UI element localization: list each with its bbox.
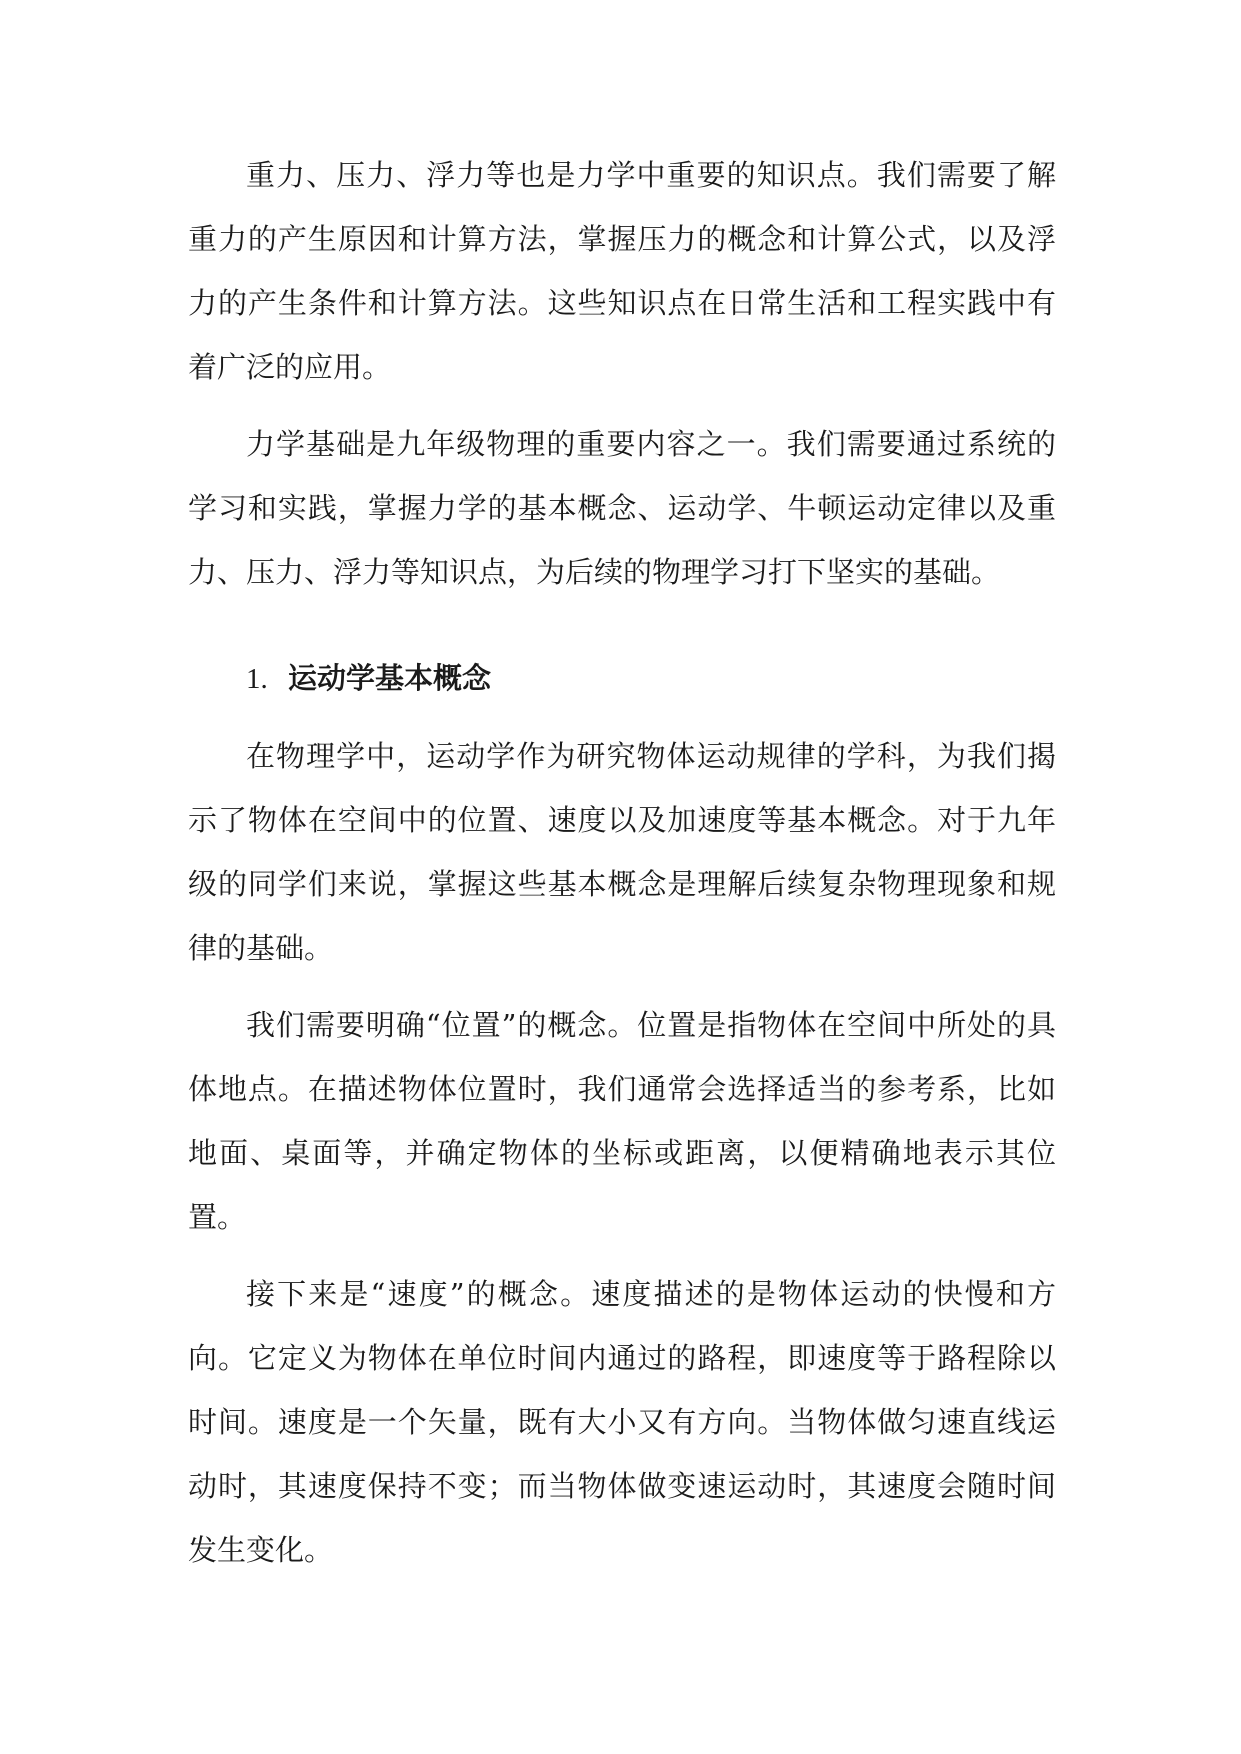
section-title: 运动学基本概念 <box>288 661 492 695</box>
section-heading <box>188 646 1056 711</box>
section-number: 1. <box>246 663 268 695</box>
document-page <box>188 143 1056 1582</box>
paragraph-mechanics-summary: 力学基础是九年级物理的重要内容之一。我们需要通过系统的学习和实践，掌握力学的基本概念、运动学、牛顿运动定律以及重力、压力、浮力等知识点，为后续的物理学习打下坚实的基础。 <box>188 427 1056 589</box>
paragraph-forces: 重力、压力、浮力等也是力学中重要的知识点。我们需要了解重力的产生原因和计算方法，掌握压力的概念和计算公式，以及浮力的产生条件和计算方法。这些知识点在日常生活和工程实践中有着广泛的应用。 <box>188 158 1056 384</box>
paragraph-kinematics-intro: 在物理学中，运动学作为研究物体运动规律的学科，为我们揭示了物体在空间中的位置、速度以及加速度等基本概念。对于九年级的同学们来说，掌握这些基本概念是理解后续复杂物理现象和规律的基础。 <box>188 739 1056 965</box>
paragraph-position: 我们需要明确“位置”的概念。位置是指物体在空间中所处的具体地点。在描述物体位置时，我们通常会选择适当的参考系，比如地面、桌面等，并确定物体的坐标或距离，以便精确地表示其位置。 <box>188 1008 1056 1234</box>
paragraph-velocity: 接下来是“速度”的概念。速度描述的是物体运动的快慢和方向。它定义为物体在单位时间内通过的路程，即速度等于路程除以时间。速度是一个矢量，既有大小又有方向。当物体做匀速直线运动时，其速度保持不变；而当物体做变速运动时，其速度会随时间发生变化。 <box>188 1277 1056 1567</box>
